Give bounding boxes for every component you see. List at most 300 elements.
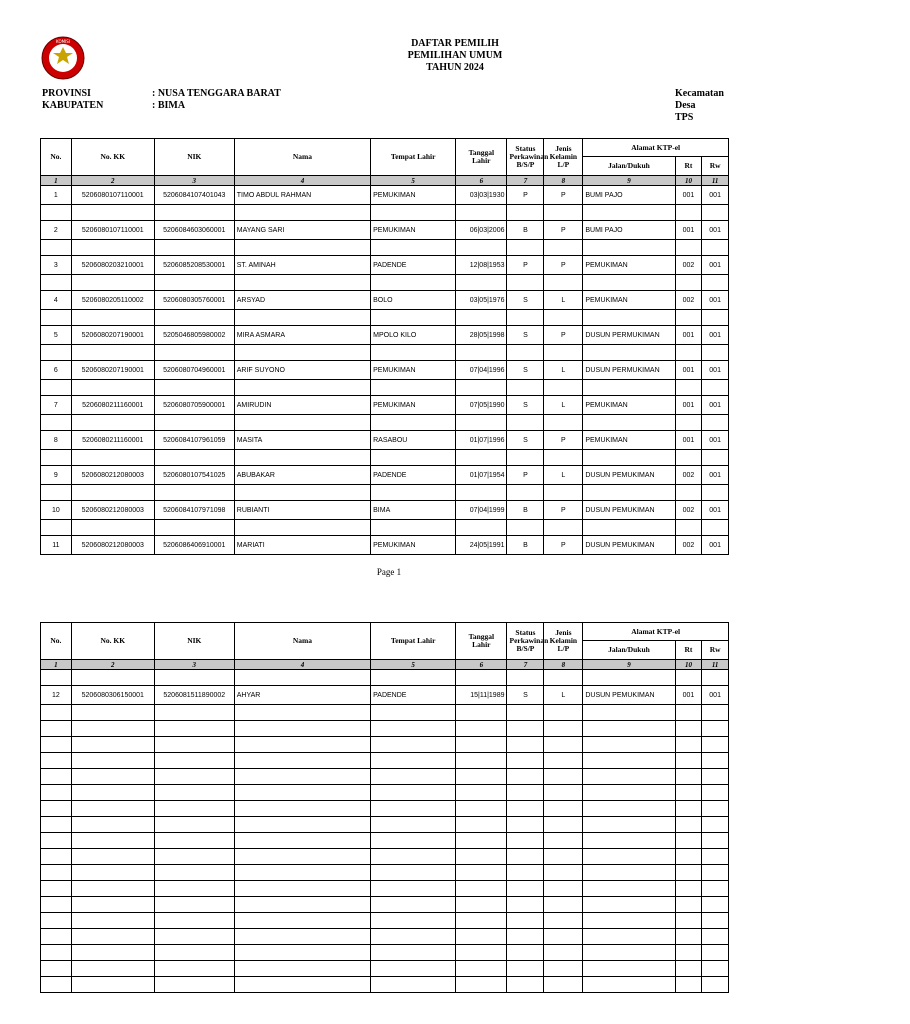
- cell-no: 8: [41, 431, 72, 450]
- cell-nama: [234, 785, 370, 801]
- cell-nik: [154, 897, 234, 913]
- cell-tempat: [371, 977, 456, 993]
- cell-rt: 002: [675, 256, 702, 275]
- cell-status: B: [507, 536, 544, 555]
- cell-tgl: [456, 240, 507, 256]
- cell-kk: [71, 415, 154, 431]
- cell-kk: 5206080212080003: [71, 501, 154, 520]
- cell-no: [41, 345, 72, 361]
- cell-rt: [675, 415, 702, 431]
- cell-rw: [702, 705, 729, 721]
- cell-rt: [675, 769, 702, 785]
- cell-status: [507, 785, 544, 801]
- cell-nama: [234, 897, 370, 913]
- cell-jk: [544, 769, 583, 785]
- cell-rt: [675, 897, 702, 913]
- cell-nama: AHYAR: [234, 686, 370, 705]
- cell-rw: [702, 865, 729, 881]
- spacer-row: [41, 833, 729, 849]
- voter-table-page2: No. No. KK NIK Nama Tempat Lahir Tanggal Lahir Status Perkawinan B/S/P Jenis Kelamin L/P Alamat KTP-el Jalan/Dukuh Rt Rw 1 2 3 4 5 6 7 8 9 10 11 12 5206080306150001 5206081511890002 AHYAR PADENDE 15|11|1989 S L DUSUN PEMUKIMAN 001 001: [40, 622, 729, 993]
- cell-rw: 001: [702, 186, 729, 205]
- cell-nik: 5206080305760001: [154, 291, 234, 310]
- spacer-row: [41, 897, 729, 913]
- cell-kk: [71, 961, 154, 977]
- cell-status: [507, 380, 544, 396]
- cell-tempat: PADENDE: [371, 466, 456, 485]
- cell-no: [41, 945, 72, 961]
- cell-tgl: [456, 801, 507, 817]
- cell-kk: [71, 913, 154, 929]
- table-row: [41, 396, 729, 415]
- cell-jalan: PEMUKIMAN: [583, 256, 675, 275]
- cell-rw: [702, 881, 729, 897]
- cell-rw: 001: [702, 291, 729, 310]
- cell-status: [507, 801, 544, 817]
- cell-jalan: [583, 817, 675, 833]
- cell-nik: 5206084107961059: [154, 431, 234, 450]
- cell-jk: [544, 785, 583, 801]
- spacer-row: [41, 380, 729, 396]
- cell-kk: [71, 849, 154, 865]
- cell-tgl: [456, 865, 507, 881]
- cell-nama: RUBIANTI: [234, 501, 370, 520]
- cell-tempat: [371, 380, 456, 396]
- cell-jalan: DUSUN PEMUKIMAN: [583, 536, 675, 555]
- cell-kk: [71, 865, 154, 881]
- cell-rw: [702, 721, 729, 737]
- cell-nama: [234, 485, 370, 501]
- cell-nama: MIRA ASMARA: [234, 326, 370, 345]
- cell-nik: [154, 520, 234, 536]
- spacer-row: [41, 977, 729, 993]
- cell-kk: 5206080211160001: [71, 431, 154, 450]
- cell-nama: ABUBAKAR: [234, 466, 370, 485]
- cell-tempat: [371, 897, 456, 913]
- cell-jalan: [583, 670, 675, 686]
- cell-status: P: [507, 466, 544, 485]
- cell-status: [507, 485, 544, 501]
- cell-no: [41, 913, 72, 929]
- cell-status: [507, 769, 544, 785]
- cell-jk: [544, 705, 583, 721]
- cell-nama: MARIATI: [234, 536, 370, 555]
- cell-tgl: [456, 785, 507, 801]
- cell-nama: [234, 849, 370, 865]
- cell-jk: [544, 913, 583, 929]
- spacer-row: [41, 801, 729, 817]
- cell-rt: [675, 721, 702, 737]
- cell-tempat: [371, 913, 456, 929]
- cell-status: [507, 881, 544, 897]
- cell-rt: [675, 705, 702, 721]
- cell-rt: 001: [675, 326, 702, 345]
- cell-jk: [544, 415, 583, 431]
- cell-nama: [234, 737, 370, 753]
- cell-nama: [234, 801, 370, 817]
- cell-status: [507, 415, 544, 431]
- cell-jk: P: [544, 256, 583, 275]
- cell-rt: 001: [675, 686, 702, 705]
- cell-tgl: 07|04|1996: [456, 361, 507, 380]
- cell-no: 11: [41, 536, 72, 555]
- cell-jk: [544, 849, 583, 865]
- cell-status: B: [507, 501, 544, 520]
- cell-rt: [675, 485, 702, 501]
- cell-no: [41, 849, 72, 865]
- cell-tempat: [371, 310, 456, 326]
- cell-rw: [702, 415, 729, 431]
- cell-rw: [702, 485, 729, 501]
- cell-rt: [675, 849, 702, 865]
- cell-rt: [675, 865, 702, 881]
- cell-rt: 001: [675, 396, 702, 415]
- cell-status: [507, 945, 544, 961]
- cell-no: 12: [41, 686, 72, 705]
- cell-tgl: 07|04|1999: [456, 501, 507, 520]
- cell-tgl: [456, 769, 507, 785]
- spacer-row: [41, 450, 729, 466]
- cell-kk: [71, 897, 154, 913]
- cell-jalan: [583, 945, 675, 961]
- spacer-row: [41, 865, 729, 881]
- cell-kk: [71, 737, 154, 753]
- cell-kk: [71, 929, 154, 945]
- spacer-row: [41, 737, 729, 753]
- cell-status: S: [507, 361, 544, 380]
- cell-status: [507, 897, 544, 913]
- cell-tempat: PEMUKIMAN: [371, 186, 456, 205]
- cell-no: 4: [41, 291, 72, 310]
- cell-tgl: [456, 415, 507, 431]
- cell-no: 1: [41, 186, 72, 205]
- cell-rw: 001: [702, 326, 729, 345]
- cell-jk: P: [544, 501, 583, 520]
- page-number: Page 1: [376, 567, 402, 577]
- cell-jk: [544, 977, 583, 993]
- cell-kk: [71, 833, 154, 849]
- cell-rw: [702, 897, 729, 913]
- cell-rw: 001: [702, 256, 729, 275]
- cell-kk: [71, 520, 154, 536]
- spacer-row: [41, 881, 729, 897]
- cell-rw: [702, 737, 729, 753]
- cell-nama: [234, 977, 370, 993]
- cell-jk: [544, 817, 583, 833]
- cell-no: 5: [41, 326, 72, 345]
- cell-nik: [154, 753, 234, 769]
- cell-no: [41, 240, 72, 256]
- spacer-row: [41, 849, 729, 865]
- cell-tempat: [371, 721, 456, 737]
- table-row: [41, 326, 729, 345]
- cell-nama: [234, 275, 370, 291]
- table-row: [41, 361, 729, 380]
- cell-tempat: [371, 705, 456, 721]
- cell-tgl: [456, 721, 507, 737]
- spacer-row: [41, 785, 729, 801]
- cell-no: 6: [41, 361, 72, 380]
- cell-rw: [702, 275, 729, 291]
- cell-no: [41, 881, 72, 897]
- cell-nik: [154, 275, 234, 291]
- cell-status: S: [507, 396, 544, 415]
- cell-tgl: [456, 897, 507, 913]
- cell-no: 3: [41, 256, 72, 275]
- svg-text:KOMISI: KOMISI: [56, 39, 70, 44]
- cell-nik: 5206084107971098: [154, 501, 234, 520]
- cell-tgl: [456, 670, 507, 686]
- cell-no: [41, 520, 72, 536]
- cell-nama: [234, 380, 370, 396]
- cell-nik: [154, 705, 234, 721]
- cell-rt: 001: [675, 186, 702, 205]
- cell-rw: [702, 753, 729, 769]
- cell-rt: [675, 977, 702, 993]
- cell-nik: 5205046805980002: [154, 326, 234, 345]
- cell-rt: [675, 817, 702, 833]
- cell-jk: P: [544, 326, 583, 345]
- cell-tempat: [371, 345, 456, 361]
- cell-status: [507, 865, 544, 881]
- cell-status: [507, 961, 544, 977]
- cell-nama: AMIRUDIN: [234, 396, 370, 415]
- cell-jalan: PEMUKIMAN: [583, 396, 675, 415]
- cell-status: [507, 753, 544, 769]
- cell-nik: [154, 345, 234, 361]
- cell-no: [41, 801, 72, 817]
- cell-kk: [71, 977, 154, 993]
- voter-table-page1: No. No. KK NIK Nama Tempat Lahir Tanggal Lahir Status Perkawinan B/S/P Jenis Kelamin L/P Alamat KTP-el Jalan/Dukuh Rt Rw 1 2 3 4 5 6 7 8 9 10 11 1 5206080107110001 5206084107401043 TIMO ABDUL RAHMAN PEMUKIMAN 03|03|1930 P P BUMI PAJO 001 001 2 5206080107110001 5206084603060001 MAYANG SARI PEMUKIMAN 06|03|2006 B P BUMI PAJO 001 001 3 5206080203210001 5206085208530001 ST. AMINAH PADENDE 12|08|1953 P P PEMUKIMAN 002 001 4 5206080205110002 5206080305760001 ARSYAD BOLO 03|05|1976 S L PEMUKIMAN 002 001 5 5206080207190001 5205046805980002 MIRA ASMARA MPOLO KILO 28|05|1998 S P DUSUN PERMUKIMAN 001 001 6 5206080207190001 5206080704960001 ARIF SUYONO PEMUKIMAN 07|04|1996 S L DUSUN PERMUKIMAN 001 001 7 5206080211160001 5206080705900001 AMIRUDIN PEMUKIMAN 07|05|1990 S L PEMUKIMAN 001 001 8 5206080211160001 5206084107961059 MASITA RASABOU 01|07|1996 S P PEMUKIMAN 001 001 9 5206080212080003 5206080107541025 ABUBAKAR PADENDE 01|07|1954 P L DUSUN PEMUKIMAN 002 001 10 5206080212080003 5206084107971098 RUBIANTI BIMA 07|04|1999 B P DUSUN PEMUKIMAN 002 001 11 5206080212080003 5206086406910001 MARIATI PEMUKIMAN 24|05|1991 B P DUSUN PEMUKIMAN 002 001: [40, 138, 729, 555]
- cell-no: [41, 705, 72, 721]
- cell-tempat: [371, 801, 456, 817]
- cell-status: [507, 977, 544, 993]
- cell-kk: [71, 721, 154, 737]
- cell-jk: L: [544, 466, 583, 485]
- cell-kk: 5206080207190001: [71, 326, 154, 345]
- cell-nama: [234, 205, 370, 221]
- cell-jk: [544, 753, 583, 769]
- cell-jalan: [583, 897, 675, 913]
- cell-rt: [675, 961, 702, 977]
- cell-rw: [702, 240, 729, 256]
- cell-jk: L: [544, 686, 583, 705]
- cell-jk: [544, 865, 583, 881]
- cell-rw: 001: [702, 686, 729, 705]
- cell-tempat: [371, 881, 456, 897]
- cell-tgl: 07|05|1990: [456, 396, 507, 415]
- cell-tgl: [456, 913, 507, 929]
- cell-rw: [702, 833, 729, 849]
- cell-nik: [154, 817, 234, 833]
- cell-nama: [234, 721, 370, 737]
- cell-nik: 5206084107401043: [154, 186, 234, 205]
- cell-jalan: [583, 961, 675, 977]
- cell-jk: [544, 520, 583, 536]
- cell-nik: [154, 310, 234, 326]
- cell-jalan: [583, 881, 675, 897]
- cell-rt: 001: [675, 361, 702, 380]
- cell-jk: [544, 945, 583, 961]
- cell-jk: [544, 721, 583, 737]
- cell-jalan: BUMI PAJO: [583, 186, 675, 205]
- cell-no: [41, 785, 72, 801]
- cell-nik: [154, 913, 234, 929]
- cell-jalan: PEMUKIMAN: [583, 291, 675, 310]
- cell-jalan: [583, 801, 675, 817]
- cell-nama: [234, 310, 370, 326]
- cell-rt: [675, 205, 702, 221]
- cell-status: [507, 520, 544, 536]
- cell-kk: [71, 275, 154, 291]
- cell-rt: 001: [675, 431, 702, 450]
- table-row: [41, 686, 729, 705]
- cell-nama: [234, 817, 370, 833]
- cell-tempat: [371, 520, 456, 536]
- cell-no: [41, 450, 72, 466]
- cell-jalan: [583, 450, 675, 466]
- cell-jalan: [583, 415, 675, 431]
- cell-jk: L: [544, 396, 583, 415]
- cell-tempat: [371, 753, 456, 769]
- cell-nik: [154, 737, 234, 753]
- cell-status: [507, 310, 544, 326]
- cell-tempat: [371, 415, 456, 431]
- cell-jalan: [583, 785, 675, 801]
- cell-nik: [154, 945, 234, 961]
- cell-nama: ARSYAD: [234, 291, 370, 310]
- cell-status: B: [507, 221, 544, 240]
- spacer-row: [41, 817, 729, 833]
- cell-nama: MASITA: [234, 431, 370, 450]
- cell-no: [41, 929, 72, 945]
- cell-nik: 5206086406910001: [154, 536, 234, 555]
- cell-jk: L: [544, 361, 583, 380]
- cell-jk: [544, 450, 583, 466]
- cell-nama: [234, 520, 370, 536]
- spacer-row: [41, 913, 729, 929]
- cell-jalan: DUSUN PEMUKIMAN: [583, 501, 675, 520]
- cell-nama: [234, 929, 370, 945]
- cell-jk: P: [544, 431, 583, 450]
- cell-jalan: DUSUN PEMUKIMAN: [583, 466, 675, 485]
- cell-jalan: DUSUN PERMUKIMAN: [583, 361, 675, 380]
- cell-rt: [675, 801, 702, 817]
- spacer-row: [41, 345, 729, 361]
- cell-jk: P: [544, 186, 583, 205]
- cell-jalan: [583, 520, 675, 536]
- cell-jk: [544, 240, 583, 256]
- cell-nik: 5206080704960001: [154, 361, 234, 380]
- cell-tempat: [371, 849, 456, 865]
- table-row: [41, 501, 729, 520]
- cell-tempat: [371, 205, 456, 221]
- cell-tempat: [371, 485, 456, 501]
- cell-nik: 5206085208530001: [154, 256, 234, 275]
- cell-jk: [544, 737, 583, 753]
- cell-jk: [544, 833, 583, 849]
- cell-status: [507, 737, 544, 753]
- cell-jk: [544, 670, 583, 686]
- cell-rw: [702, 801, 729, 817]
- cell-status: P: [507, 186, 544, 205]
- cell-rw: [702, 310, 729, 326]
- cell-nik: 5206084603060001: [154, 221, 234, 240]
- cell-kk: 5206080107110001: [71, 221, 154, 240]
- cell-tgl: [456, 380, 507, 396]
- cell-tempat: RASABOU: [371, 431, 456, 450]
- cell-no: [41, 415, 72, 431]
- cell-status: [507, 929, 544, 945]
- cell-jk: [544, 929, 583, 945]
- cell-tgl: 03|05|1976: [456, 291, 507, 310]
- cell-nama: [234, 769, 370, 785]
- cell-nik: [154, 205, 234, 221]
- cell-tempat: BIMA: [371, 501, 456, 520]
- cell-rw: [702, 945, 729, 961]
- cell-kk: 5206080107110001: [71, 186, 154, 205]
- cell-tempat: PEMUKIMAN: [371, 396, 456, 415]
- cell-nik: [154, 785, 234, 801]
- region-info: PROVINSI : NUSA TENGGARA BARAT KABUPATEN : BIMA: [42, 88, 281, 111]
- cell-jk: P: [544, 221, 583, 240]
- cell-status: S: [507, 686, 544, 705]
- cell-nama: [234, 240, 370, 256]
- cell-rt: [675, 881, 702, 897]
- cell-tempat: [371, 961, 456, 977]
- cell-status: S: [507, 326, 544, 345]
- cell-tgl: 03|03|1930: [456, 186, 507, 205]
- cell-kk: [71, 785, 154, 801]
- table-row: [41, 431, 729, 450]
- spacer-row: [41, 415, 729, 431]
- cell-nik: [154, 670, 234, 686]
- cell-nama: [234, 913, 370, 929]
- cell-rw: 001: [702, 221, 729, 240]
- cell-tempat: PEMUKIMAN: [371, 361, 456, 380]
- cell-rw: [702, 769, 729, 785]
- cell-tgl: [456, 485, 507, 501]
- cell-kk: [71, 345, 154, 361]
- cell-rw: [702, 345, 729, 361]
- table-row: [41, 536, 729, 555]
- cell-jalan: [583, 929, 675, 945]
- spacer-row: [41, 670, 729, 686]
- cell-tempat: [371, 929, 456, 945]
- cell-no: [41, 485, 72, 501]
- cell-jalan: BUMI PAJO: [583, 221, 675, 240]
- cell-rw: [702, 977, 729, 993]
- cell-nama: ST. AMINAH: [234, 256, 370, 275]
- cell-jalan: [583, 205, 675, 221]
- cell-jalan: [583, 705, 675, 721]
- cell-tempat: MPOLO KILO: [371, 326, 456, 345]
- cell-no: 7: [41, 396, 72, 415]
- cell-jk: [544, 881, 583, 897]
- cell-tgl: [456, 977, 507, 993]
- cell-rw: 001: [702, 536, 729, 555]
- cell-nama: [234, 833, 370, 849]
- cell-status: [507, 849, 544, 865]
- cell-rw: [702, 929, 729, 945]
- cell-tempat: BOLO: [371, 291, 456, 310]
- cell-kk: 5206080212080003: [71, 466, 154, 485]
- cell-kk: [71, 801, 154, 817]
- cell-jalan: [583, 913, 675, 929]
- cell-kk: 5206080211160001: [71, 396, 154, 415]
- cell-jk: [544, 275, 583, 291]
- cell-nik: [154, 865, 234, 881]
- cell-jk: [544, 897, 583, 913]
